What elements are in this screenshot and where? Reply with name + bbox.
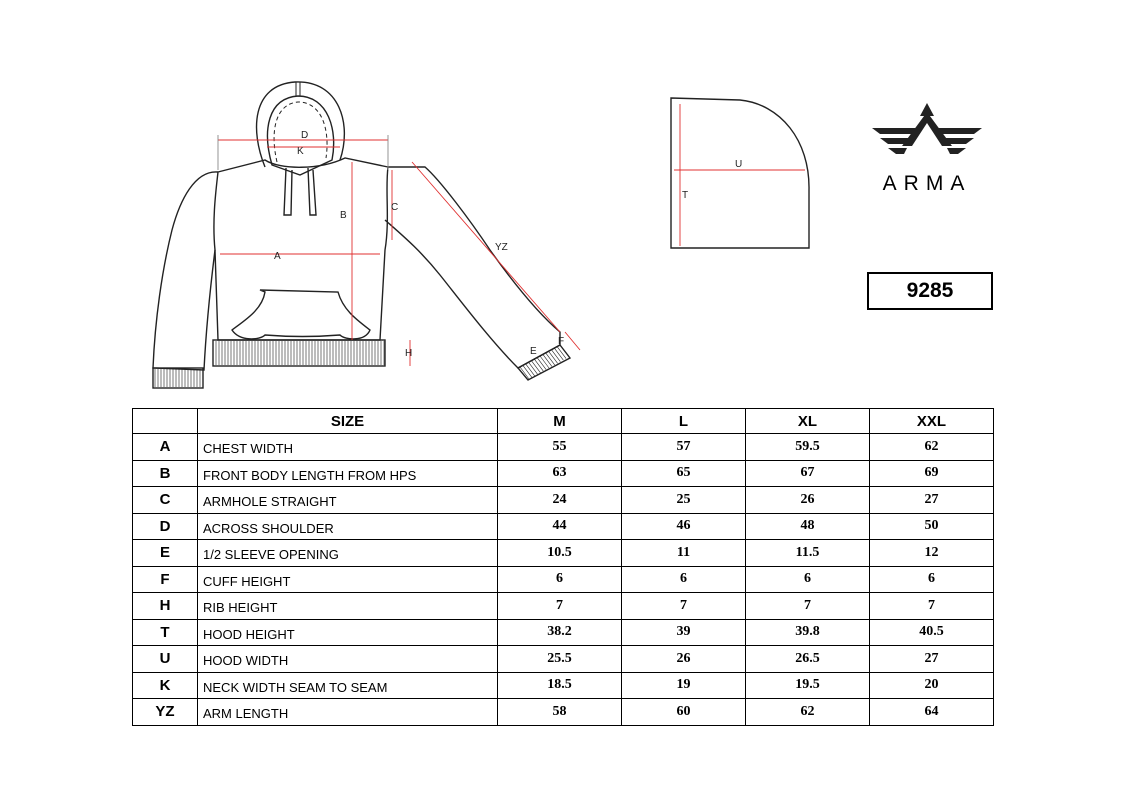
measurement-description: ARMHOLE STRAIGHT [198,487,498,514]
measurement-code: A [133,434,198,461]
label-B: B [340,210,347,221]
measurement-description: RIB HEIGHT [198,593,498,620]
measurement-value: 26.5 [746,646,870,673]
measurement-value: 63 [498,460,622,487]
measurement-value: 40.5 [870,619,994,646]
measurement-value: 6 [498,566,622,593]
header-size-l: L [622,409,746,434]
measurement-value: 7 [498,593,622,620]
measurement-value: 10.5 [498,540,622,567]
hoodie-body [214,158,388,340]
measurement-value: 6 [870,566,994,593]
measurement-value: 6 [622,566,746,593]
measurement-value: 50 [870,513,994,540]
measurement-description: ACROSS SHOULDER [198,513,498,540]
measurement-value: 62 [746,699,870,726]
table-row [133,487,994,514]
hood-diagram [660,90,820,260]
rib-lines [155,341,566,387]
label-U: U [735,159,743,170]
table-row [133,513,994,540]
measurement-value: 25 [622,487,746,514]
label-C: C [391,202,399,213]
measurement-value: 11 [622,540,746,567]
measurement-value: 60 [622,699,746,726]
measurement-code: T [133,619,198,646]
measurement-value: 67 [746,460,870,487]
waist-rib [213,340,385,366]
label-T: T [682,190,689,201]
header-size-m: M [498,409,622,434]
measurement-description: 1/2 SLEEVE OPENING [198,540,498,567]
measurement-value: 26 [622,646,746,673]
table-row [133,672,994,699]
measurement-value: 27 [870,646,994,673]
table-row [133,566,994,593]
measurement-value: 39 [622,619,746,646]
measurement-code: U [133,646,198,673]
measurement-value: 38.2 [498,619,622,646]
measurement-value: 12 [870,540,994,567]
measurement-value: 44 [498,513,622,540]
style-number-box: 9285 [867,272,993,310]
measurement-code: E [133,540,198,567]
measurement-description: FRONT BODY LENGTH FROM HPS [198,460,498,487]
measurement-value: 18.5 [498,672,622,699]
measurement-description: ARM LENGTH [198,699,498,726]
measurement-code: H [133,593,198,620]
label-E: E [530,346,537,357]
hoodie-diagram [140,70,600,400]
table-row [133,460,994,487]
measurement-value: 55 [498,434,622,461]
header-size-xl: XL [746,409,870,434]
measurement-description: NECK WIDTH SEAM TO SEAM [198,672,498,699]
measurement-value: 24 [498,487,622,514]
label-A: A [274,251,281,262]
measurement-description: CHEST WIDTH [198,434,498,461]
measurement-value: 46 [622,513,746,540]
header-size: SIZE [198,409,498,434]
measurement-value: 48 [746,513,870,540]
measurement-value: 6 [746,566,870,593]
measurement-description: HOOD HEIGHT [198,619,498,646]
table-header-row [133,409,994,434]
label-D: D [301,130,309,141]
label-H: H [405,348,413,359]
label-K: K [297,146,304,157]
measurement-value: 19.5 [746,672,870,699]
measurement-value: 39.8 [746,619,870,646]
measurement-code: C [133,487,198,514]
measurement-code: K [133,672,198,699]
left-sleeve [153,172,218,370]
header-blank [133,409,198,434]
measurement-code: F [133,566,198,593]
measurement-value: 58 [498,699,622,726]
measurement-code: B [133,460,198,487]
brand-name: ARMA [882,172,972,195]
table-row [133,619,994,646]
right-sleeve [385,167,560,368]
label-F: F [558,336,565,347]
measurement-value: 69 [870,460,994,487]
measurement-value: 20 [870,672,994,699]
table-row [133,699,994,726]
measurement-value: 64 [870,699,994,726]
measurement-value: 57 [622,434,746,461]
measurement-value: 26 [746,487,870,514]
table-row [133,540,994,567]
measurement-value: 11.5 [746,540,870,567]
measurement-value: 7 [746,593,870,620]
kangaroo-pocket [232,290,370,339]
size-chart-table [132,408,994,726]
measurement-value: 25.5 [498,646,622,673]
measurement-description: CUFF HEIGHT [198,566,498,593]
table-row [133,434,994,461]
label-YZ: YZ [495,242,508,253]
header-size-xxl: XXL [870,409,994,434]
measurement-value: 7 [622,593,746,620]
measurement-value: 59.5 [746,434,870,461]
measurement-value: 62 [870,434,994,461]
table-row [133,646,994,673]
measurement-value: 7 [870,593,994,620]
measurement-code: D [133,513,198,540]
table-row [133,593,994,620]
measurement-value: 27 [870,487,994,514]
measurement-description: HOOD WIDTH [198,646,498,673]
measurement-code: YZ [133,699,198,726]
measurement-value: 19 [622,672,746,699]
measurement-value: 65 [622,460,746,487]
